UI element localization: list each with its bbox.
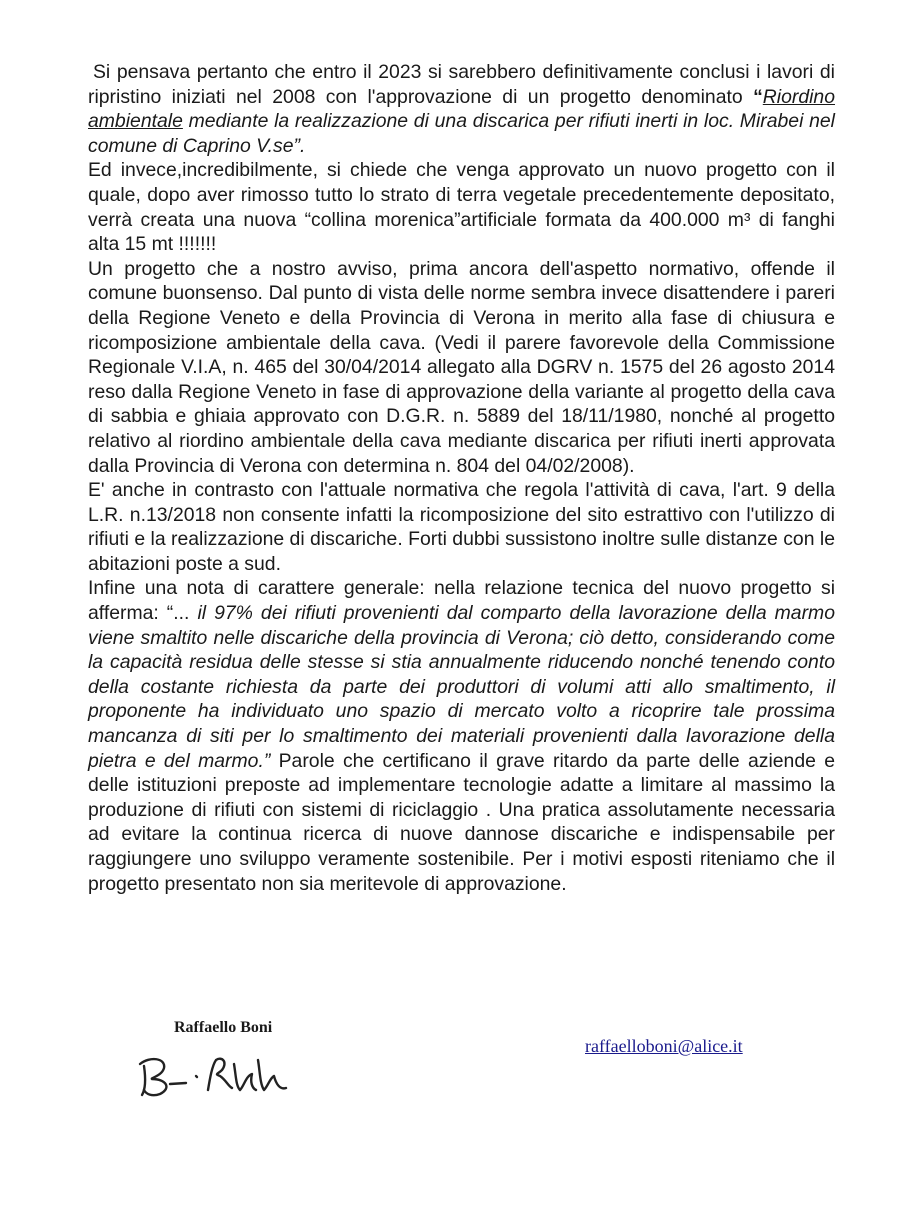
text-run: Ed invece,incredibilmente, si chiede che venga approvato un nuovo progetto con il quale, dopo aver rimosso tutto lo strato di terra vegetale precedentemente depositato, verrà creata una nuova “collina morenica”artificiale formata da 400.000 m³ di fanghi alta 15 mt !!!!!!! xyxy=(88,159,835,256)
letter-paragraph xyxy=(88,576,835,896)
text-run: Si pensava pertanto che entro il 2023 si sarebbero definitivamente conclusi i lavori di ripristino iniziati nel 2008 con l'approvazione di un progetto denominato xyxy=(88,61,835,108)
letter-paragraph xyxy=(88,60,835,158)
text-run: Riordino ambientale xyxy=(88,85,835,133)
letter-body xyxy=(88,60,835,896)
text-run: il 97% dei rifiuti provenienti dal comparto della lavorazione della marmo viene smaltito nelle discariche della provincia di Verona; ciò detto, considerando come la capacità residua delle stesse si stia annualmente riducendo nonché tenendo conto della costante richiesta da parte dei produttori di volumi atti allo smaltimento, il proponente ha individuato uno spazio di mercato volto a ricoprire tale prossima mancanza di siti per lo smaltimento dei materiali provenienti dalla lavorazione della pietra e del marmo.” xyxy=(88,602,835,772)
letter-paragraph xyxy=(88,158,835,256)
letter-paragraph xyxy=(88,478,835,576)
signer-name: Raffaello Boni xyxy=(174,1019,273,1036)
email-link[interactable]: raffaelloboni@alice.it xyxy=(585,1036,743,1056)
text-run: Parole che certificano il grave ritardo da parte delle aziende e delle istituzioni preposte ad implementare tecnologie adatte a limitare al massimo la produzione di rifiuti con sistemi di riciclaggio . Una pratica assolutamente necessaria ad evitare la continua ricerca di nuove dannose discariche e indispensabile per raggiungere uno sviluppo veramente sostenibile. Per i motivi esposti riteniamo che il progetto presentato non sia meritevole di approvazione. xyxy=(88,749,835,895)
handwritten-signature xyxy=(136,1046,300,1098)
text-run: E' anche in contrasto con l'attuale normativa che regola l'attività di cava, l'art. 9 della L.R. n.13/2018 non consente infatti la ricomposizione del sito estrattivo con l'utilizzo di rifiuti e la realizzazione di discariche. Forti dubbi sussistono inoltre sulle distanze con le abitazioni poste a sud. xyxy=(88,479,835,575)
text-run: mediante la realizzazione di una discarica per rifiuti inerti in loc. Mirabei nel comune di Caprino V.se”. xyxy=(88,110,835,157)
text-run: Infine una nota di carattere generale: nella relazione tecnica del nuovo progetto si afferma: “... xyxy=(88,577,835,625)
text-run: Un progetto che a nostro avviso, prima ancora dell'aspetto normativo, offende il comune buonsenso. Dal punto di vista delle norme sembra invece disattendere i pareri della Regione Veneto e della Provincia di Verona in merito alla fase di chiusura e ricomposizione ambientale della cava. (Vedi il parere favorevole della Commissione Regionale V.I.A, n. 465 del 30/04/2014 allegato alla DGRV n. 1575 del 26 agosto 2014 reso dalla Regione Veneto in fase di approvazione della variante al progetto della cava di sabbia e ghiaia approvato con D.G.R. n. 5889 del 18/11/1980, nonché al progetto relativo al riordino ambientale della cava mediante discarica per rifiuti inerti approvata dalla Provincia di Verona con determina n. 804 del 04/02/2008). xyxy=(88,257,835,477)
letter-paragraph xyxy=(88,257,835,478)
text-run: “ xyxy=(753,85,763,108)
